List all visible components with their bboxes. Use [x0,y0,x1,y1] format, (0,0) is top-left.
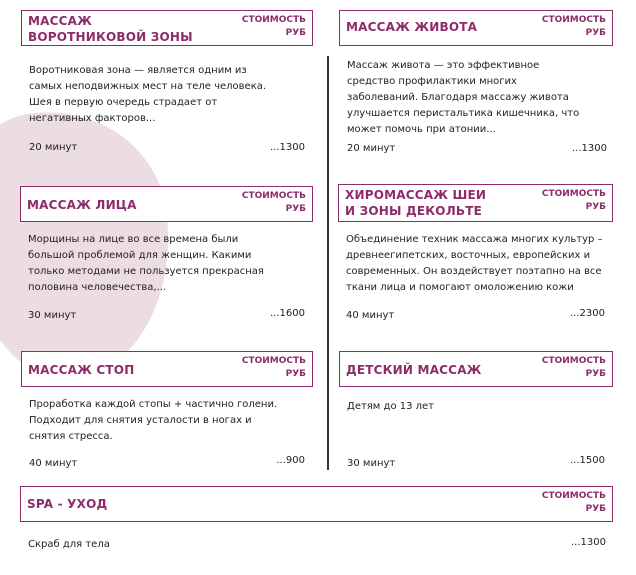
service-price: ...1300 [571,537,606,548]
service-card-neck-decollete [338,184,613,334]
service-card-foot-massage [21,351,313,471]
service-duration: 30 минут [28,310,77,321]
cost-label: СТОИМОСТЬ РУБ [241,15,306,38]
service-card-face-massage [20,186,313,336]
service-header [339,10,613,46]
service-description: Воротниковая зона — является одним из самых неподвижных мест на теле человека. Шея в первую очередь страдает от негативных факторов... [29,65,267,124]
service-duration: 20 минут [347,143,396,154]
service-card-spa [20,486,613,566]
service-header [20,486,613,522]
service-title: ХИРОМАССАЖ ШЕИ И ЗОНЫ ДЕКОЛЬТЕ [345,188,487,218]
service-title: ДЕТСКИЙ МАССАЖ [346,363,482,377]
service-description: Проработка каждой стопы + частично голени. Подходит для снятия усталости в ногах и снятия стресса. [29,399,278,442]
service-header [21,351,313,387]
cost-label: СТОИМОСТЬ РУБ [541,491,606,514]
service-duration: 40 минут [29,458,78,469]
service-item: Скраб для тела [28,539,110,550]
service-description: Массаж живота — это эффективное средство профилактики многих заболеваний. Благодаря массажу живота улучшается перистальтика кишечника, что может помочь при атонии... [347,60,580,135]
service-card-kids-massage [339,351,613,471]
service-price: ...1300 [572,143,607,154]
cost-label: СТОИМОСТЬ РУБ [541,356,606,379]
cost-label: СТОИМОСТЬ РУБ [241,191,306,214]
service-header [338,184,613,222]
service-duration: 20 минут [29,142,78,153]
service-price: ...900 [276,455,305,466]
service-header [339,351,613,387]
service-title: МАССАЖ СТОП [28,363,135,377]
service-title: МАССАЖ ЛИЦА [27,198,137,212]
service-price: ...1300 [270,142,305,153]
service-description: Морщины на лице во все времена были большой проблемой для женщин. Какими только методами не пользуется прекрасная половина человечества,... [28,234,264,293]
service-title: МАССАЖ ЖИВОТА [346,20,478,34]
cost-label: СТОИМОСТЬ РУБ [541,15,606,38]
service-description: Детям до 13 лет [347,401,435,412]
service-header [21,10,313,46]
service-header [20,186,313,222]
service-price: ...1500 [570,455,605,466]
service-title: SPA - УХОД [27,497,108,511]
cost-label: СТОИМОСТЬ РУБ [241,356,306,379]
service-duration: 40 минут [346,310,395,321]
service-price: ...2300 [570,308,605,319]
service-price: ...1600 [270,308,305,319]
service-description: Объединение техник массажа многих культур – древнеегипетских, восточных, европейских и современных. Он воздействует поэтапно на все ткани лица и помогают омоложению кожи [346,234,603,293]
service-duration: 30 минут [347,458,396,469]
service-title: МАССАЖ ВОРОТНИКОВОЙ ЗОНЫ [28,14,193,44]
cost-label: СТОИМОСТЬ РУБ [541,189,606,212]
service-card-collar-massage [21,10,313,160]
service-card-belly-massage [339,10,613,160]
column-divider [327,56,329,470]
